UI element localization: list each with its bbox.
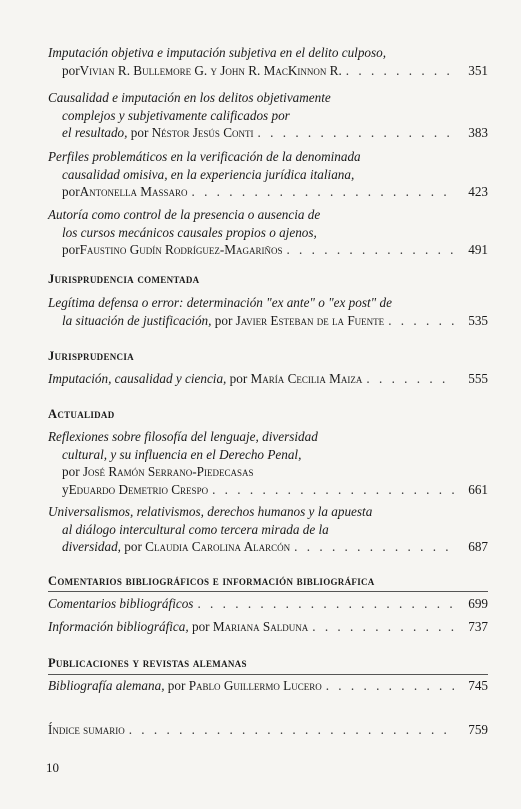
entry-author: José Ramón Serrano-Piedecasas <box>82 464 254 479</box>
page-number: 535 <box>468 312 488 328</box>
page-number: 351 <box>468 62 488 78</box>
entry-title: cultural, y su influencia en el Derecho Penal, <box>62 446 302 462</box>
by-prefix: por <box>120 539 146 554</box>
entry-title: Autoría como control de la presencia o ausencia de <box>48 207 321 222</box>
toc-entry[interactable] <box>48 595 488 613</box>
page-number: 661 <box>468 481 488 497</box>
entry-title: al diálogo intercultural como tercera mirada de la <box>62 521 329 537</box>
by-prefix: por <box>62 62 80 78</box>
entry-title: complejos y subjetivamente calificados por <box>62 107 290 123</box>
dot-leader <box>312 618 454 636</box>
entry-author: Eduardo Demetrio Crespo <box>68 481 209 497</box>
entry-author: Antonella Massaro <box>79 184 188 199</box>
entry-title: Perfiles problemáticos en la verificación de la denominada <box>48 149 361 164</box>
toc-entry[interactable] <box>48 89 488 142</box>
dot-leader <box>346 62 454 80</box>
entry-author: Faustino Gudín Rodríguez-Magariños <box>79 242 283 257</box>
page-number: 759 <box>468 722 488 737</box>
entry-author: Pablo Guillermo Lucero <box>188 678 322 693</box>
section-heading: Jurisprudencia <box>48 349 134 363</box>
page-number: 491 <box>468 242 488 257</box>
by-prefix: por <box>62 464 83 479</box>
dot-leader <box>258 124 454 142</box>
divider <box>48 591 488 592</box>
toc-entry[interactable] <box>48 428 488 498</box>
toc-entry[interactable] <box>48 721 488 739</box>
section-heading: Actualidad <box>48 407 115 421</box>
entry-title: Legítima defensa o error: determinación "ex ante" o "ex post" de <box>48 295 392 310</box>
page-number: 745 <box>468 678 488 693</box>
folio-page-number: 10 <box>46 760 59 775</box>
dot-leader <box>366 370 454 388</box>
page-number: 699 <box>468 596 488 611</box>
dot-leader <box>294 538 454 556</box>
page-number: 737 <box>468 619 488 634</box>
by-prefix: y <box>62 481 69 497</box>
entry-author: Mariana Salduna <box>212 619 309 634</box>
entry-author: Javier Esteban de la Fuente <box>235 312 385 328</box>
entry-title: la situación de justificación, <box>62 312 212 328</box>
toc-entry[interactable] <box>48 148 488 201</box>
toc-entry[interactable] <box>48 44 488 79</box>
section-heading: Jurisprudencia comentada <box>48 272 200 286</box>
page-number: 555 <box>468 371 488 386</box>
entry-title: Reflexiones sobre filosofía del lenguaje, diversidad <box>48 429 318 444</box>
entry-title: Imputación, causalidad y ciencia, <box>48 371 227 386</box>
dot-leader <box>197 595 454 613</box>
dot-leader <box>388 312 454 330</box>
by-prefix: por <box>188 619 213 634</box>
entry-title: los cursos mecánicos causales propios o ajenos, <box>62 224 317 240</box>
entry-title: Bibliografía alemana, <box>48 678 165 693</box>
by-prefix: por <box>211 312 236 328</box>
entry-title: Comentarios bibliográficos <box>48 596 194 611</box>
toc-entry[interactable] <box>48 618 488 636</box>
dot-leader <box>191 183 454 201</box>
entry-title: diversidad, <box>62 539 121 554</box>
entry-author: María Cecilia Maiza <box>250 371 363 386</box>
entry-title: Universalismos, relativismos, derechos humanos y la apuesta <box>48 504 373 519</box>
entry-title: Índice sumario <box>48 722 125 737</box>
divider <box>48 674 488 675</box>
entry-author: Néstor Jesús Conti <box>151 125 254 140</box>
by-prefix: por <box>226 371 251 386</box>
by-prefix: por <box>164 678 189 693</box>
page-number: 687 <box>468 539 488 554</box>
entry-title: el resultado, <box>62 125 128 140</box>
toc-entry[interactable] <box>48 370 488 388</box>
dot-leader <box>286 241 454 259</box>
toc-entry[interactable] <box>48 503 488 556</box>
entry-title: Información bibliográfica, <box>48 619 189 634</box>
by-prefix: por <box>62 242 80 257</box>
dot-leader <box>326 677 454 695</box>
section-heading: Comentarios bibliográficos e información bibliográfica <box>48 574 375 588</box>
toc-entry[interactable] <box>48 677 488 695</box>
toc-entry[interactable] <box>48 206 488 259</box>
section-heading: Publicaciones y revistas alemanas <box>48 656 247 670</box>
by-prefix: por <box>62 184 80 199</box>
by-prefix: por <box>127 125 152 140</box>
dot-leader <box>212 481 454 499</box>
toc-entry[interactable] <box>48 294 488 329</box>
entry-title: causalidad omisiva, en la experiencia jurídica italiana, <box>62 166 355 182</box>
entry-author: Vivian R. Bullemore G. y John R. MacKinnon R. <box>79 62 342 78</box>
page-number: 423 <box>468 184 488 199</box>
dot-leader <box>129 721 454 739</box>
entry-title: Imputación objetiva e imputación subjetiva en el delito culposo, <box>48 45 387 60</box>
entry-author: Claudia Carolina Alarcón <box>145 539 291 554</box>
page-number: 383 <box>468 125 488 140</box>
entry-title: Causalidad e imputación en los delitos objetivamente <box>48 90 331 105</box>
